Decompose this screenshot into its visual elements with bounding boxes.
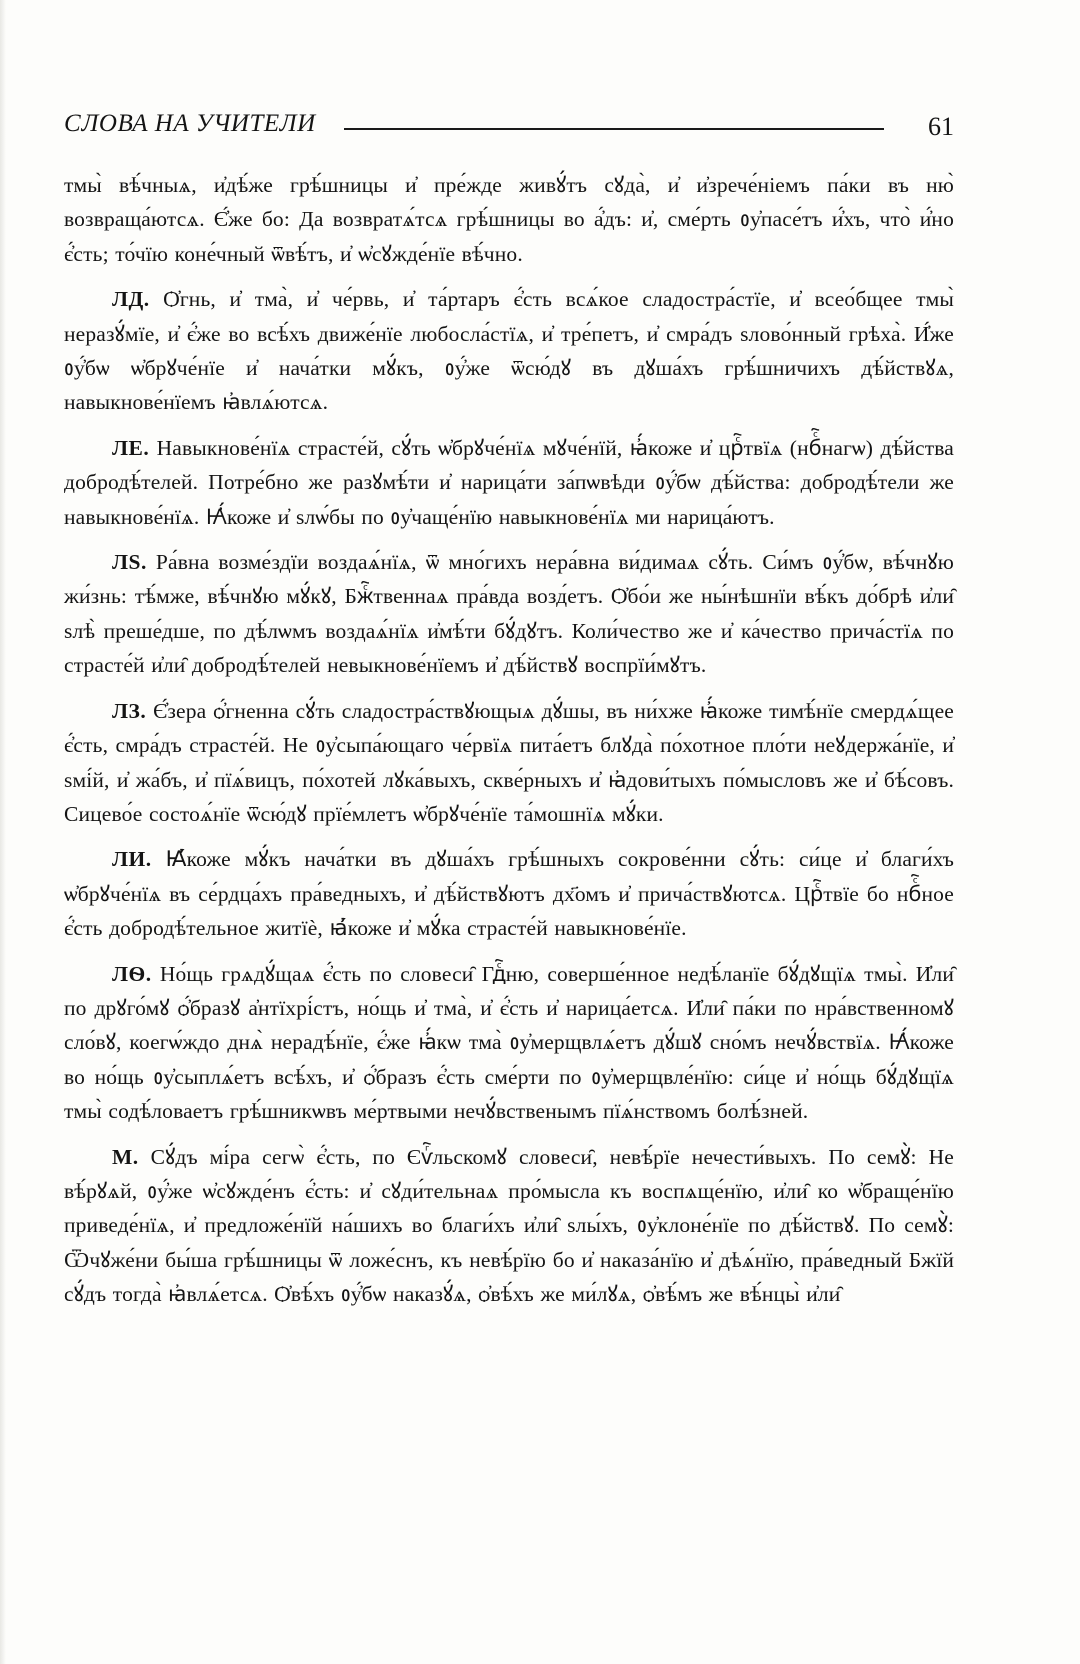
paragraph-number: ЛЗ.: [112, 698, 147, 723]
paragraph-number: М.: [112, 1144, 139, 1169]
paragraph-36: [64, 545, 954, 683]
paragraph-text: Ꙗ҆́коже мꙋ́къ нача́тки въ дꙋша́хъ грѣ́шныхъ сокрове́нни сꙋ́ть: си́це и҆ благи́хъ ѡ҆брꙋче́нїѧ въ се́рдца́хъ пра́ведныхъ, и҆ дѣ́йствꙋютъ дх҃омъ и҆ прича́ствꙋютсѧ. Црⷭ҇твїе бо нбⷭ҇ное є҆́сть добродѣ́тельное житїѐ, ꙗ҆́коже и҆ мꙋ́ка страсте́й навыкнове́нїе.: [64, 847, 955, 941]
text-body: [64, 168, 954, 1323]
running-header: [64, 104, 954, 144]
paragraph-text: Ѻ҆гнь, и҆ тма̀, и҆ че́рвь, и҆ та́ртаръ є҆́сть всѧ́кое сладостра́стїе, и҆ всео́бщее тмы̀ неразꙋ́мїе, и҆ є҆́же во всѣ́хъ движе́нїе любосла́стїѧ, и҆ тре́петъ, и҆ смра́дъ ѕлово́нный грѣха̀. И҆́же ᲂу҆́бѡ ѡ҆брꙋче́нїе и҆ нача́тки мꙋ́къ, ᲂу҆́же ѿсю́дꙋ въ дꙋша́хъ грѣ́шничихъ дѣ́йствꙋѧ, навыкнове́нїемъ ꙗ҆влѧ́ютсѧ.: [64, 287, 954, 415]
paragraph-text: Но́щь грѧдꙋ́щаѧ є҆́сть по словеси̑ Гдⷭ҇ню, соверше́нное недѣ́ланїе бꙋ́дꙋщїѧ тмы̀. И҆ли̑ по дрꙋго́мꙋ ѻ҆́бразꙋ а҆нтїхрі́стъ, но́щь и҆ тма̀, и҆ є҆́сть и҆ нарица́етсѧ. И҆ли̑ па́ки по нра́вственномꙋ сло́вꙋ, коегѡ́ждо днѧ̀ нерадѣ́нїе, є҆́же ꙗ҆́кѡ тма̀ ᲂу҆мерщвлѧ́етъ дꙋ́шꙋ сно́мъ нечꙋ́вствїѧ. Ꙗ҆́коже во но́щь ᲂу҆сыплѧ́етъ всѣ́хъ, и҆ ѻ҆́бразъ є҆́сть сме́рти по ᲂу҆мерщвле́нїю: си́це и҆ но́щь бꙋ́дꙋщїѧ тмы̀ содѣ́ловаетъ грѣ́шникѡвъ ме́ртвыми нечꙋ́вственымъ пїѧ́нствомъ болѣ́зней.: [64, 961, 954, 1124]
paragraph-text: Сꙋ́дъ мі́ра сегѡ̀ є҆́сть, по Єѵⷢ҇льскомꙋ словеси̑, невѣ́рїе нечести́выхъ. По семꙋ̀: Не вѣ́рꙋѧй, ᲂу҆́же ѡ҆сꙋжде́нъ є҆́сть: и҆ сꙋди́тельнаѧ про́мысла къ воспѧще́нїю, и҆ли̑ ко ѡ҆браще́нїю приведе́нїѧ, и҆ предложе́нїй на́шихъ во благи́хъ и҆ли̑ ѕлы́хъ, ᲂу҆клоне́нїе по дѣ́йствꙋ. По семꙋ̀: Ѿчꙋже́ни бы́ша грѣ́шницы ѿ ложе́снъ, къ невѣ́рїю бо и҆ наказа́нїю и҆ дѣѧ́нїю, пра́ведный Бжїй сꙋ́дъ тогда̀ ꙗ҆влѧ́етсѧ. Ѻ҆вѣ́хъ ᲂу҆́бѡ наказꙋ́ѧ, ѻ҆вѣ́хъ же ми́лꙋѧ, ѻ҆вѣ́мъ же вѣ́нцы̀ и҆ли̑: [64, 1144, 954, 1307]
paragraph-number: ЛЕ.: [112, 435, 150, 460]
paragraph-number: ЛД.: [112, 287, 150, 312]
paragraph-number: ЛЅ.: [112, 550, 147, 575]
paragraph-40: [64, 1140, 954, 1312]
paragraph-35: [64, 431, 954, 534]
paragraph-continuation: [64, 168, 954, 271]
paragraph-number: ЛИ.: [112, 847, 152, 872]
page-number: 61: [928, 112, 954, 141]
header-rule: [344, 128, 884, 130]
paragraph-text: Ра́вна возме́здїи воздаѧ́нїѧ, ѿ мно́гихъ нера́вна ви́димаѧ сꙋ́ть. Си́мъ ᲂу҆́бѡ, вѣ́чнꙋю жи́знь: тѣ́мже, вѣ́чнꙋю мꙋ́кꙋ, Бжⷭ҇твеннаѧ пра́вда возд́етъ. Ѻ҆бо́и же ны́нѣшнїи вѣ́къ до́брѣ и҆ли̑ ѕлѣ̀ преше́дше, по дѣ́лѡмъ воздаѧ́нїѧ и҆мѣ́ти бꙋ́дꙋтъ. Коли́чество же и҆ ка́чество прича́стїѧ по страсте́й и҆ли̑ добродѣ́телей невыкнове́нїемъ и҆ дѣ́йствꙋ воспрїи́мꙋтъ.: [64, 550, 954, 678]
paragraph-39: [64, 957, 954, 1129]
paragraph-text: Є҆́зера ѻ҆́гненна сꙋ́ть сладостра́ствꙋющыѧ дꙋ́шы, въ ни́хже ꙗ҆́коже тимѣ́нїе смердѧ́щее є҆́сть, смра́дъ страсте́й. Не ᲂу҆сыпа́ющаго че́рвїѧ пита́етъ блꙋда̀ по́хотное пло́ти неꙋдержа́нїе, и҆ ѕмі́й, и҆ жа́бъ, и҆ пїѧ́вицъ, по́хотей лꙋка́выхъ, скве́рныхъ и҆ ꙗ҆дови́тыхъ по́мысловъ же и҆ бѣ́совъ. Сицево́е состоѧ́нїе ѿсю́дꙋ прїе́млетъ ѡ҆брꙋче́нїе та́мошнїѧ мꙋ́ки.: [64, 698, 954, 826]
paragraph-text: Навыкнове́нїѧ страсте́й, сꙋ́ть ѡ҆брꙋче́нїѧ мꙋче́нїй, ꙗ҆́коже и҆ црⷭ҇твїѧ (нбⷭ҇нагѡ) дѣ́йства добродѣ́телей. Потре́бно же разꙋмѣ́ти и҆ нарица́ти за́пѡвѣди ᲂу҆́бѡ дѣ́йства: добродѣ́тели же навыкнове́нїѧ. Ꙗ҆́коже и҆ ѕлѡ́бы по ᲂу҆чаще́нїю навыкнове́нїѧ ми нарица́ютъ.: [64, 435, 954, 529]
paragraph-34: [64, 282, 954, 420]
paragraph-38: [64, 842, 954, 945]
paragraph-text: тмы̀ вѣ́чныѧ, и҆дѣ́же грѣ́шницы и҆ пре́жде живꙋ́тъ сꙋда̀, и҆ и҆зрече́ніемъ па́ки въ ню̀ возвраща́ютсѧ. Є҆́же бо: Да возвратѧ́тсѧ грѣ́шницы во а҆́дъ: и҆, сме́рть ᲂу҆пасе́тъ и҆́хъ, что̀ и҆́но є҆́сть; то́чїю коне́чный ѿвѣ́тъ, и҆ ѡ҆сꙋжде́нїе вѣ́чно.: [64, 173, 954, 266]
paragraph-37: [64, 694, 954, 832]
running-title: СЛОВА НА УЧИТЕЛИ: [64, 110, 320, 138]
paragraph-number: ЛѲ.: [112, 961, 152, 986]
page-edge-shadow: [0, 0, 6, 1664]
